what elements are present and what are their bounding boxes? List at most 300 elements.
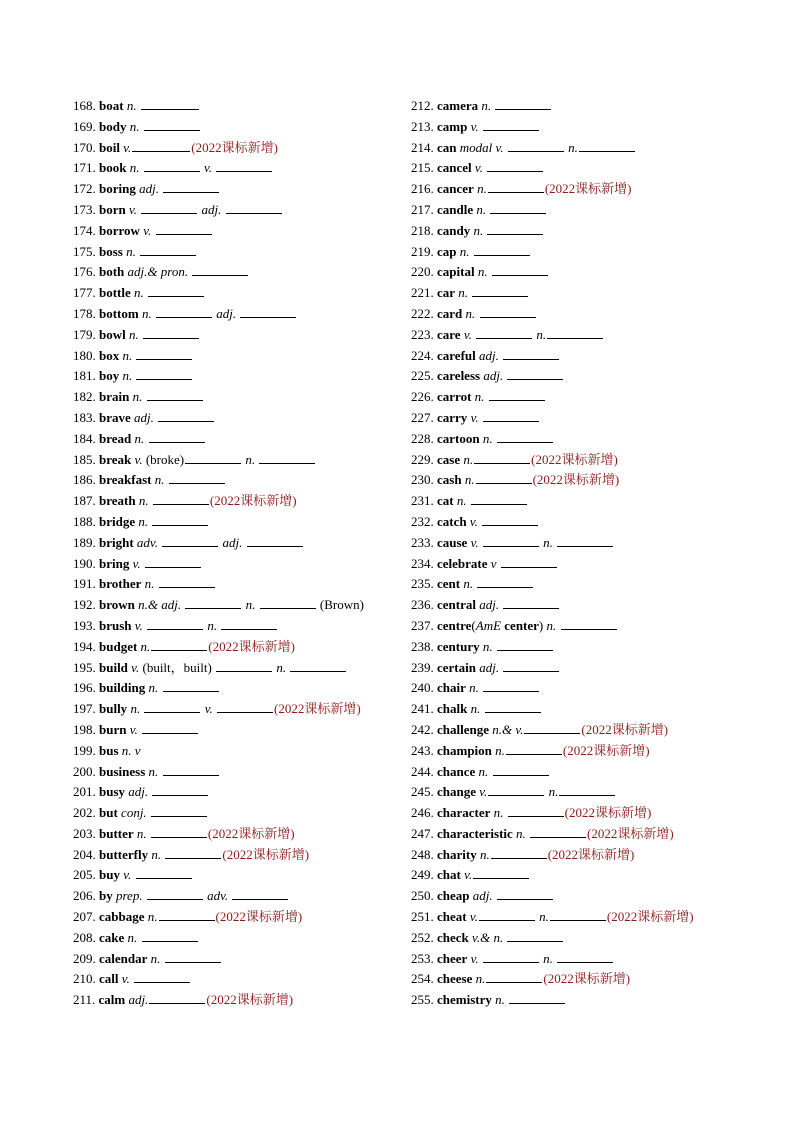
entry-number: 189. bbox=[73, 534, 96, 550]
answer-blank[interactable] bbox=[141, 200, 197, 214]
entry-number: 217. bbox=[411, 201, 434, 217]
part-of-speech: v. bbox=[466, 513, 482, 529]
entry-number: 220. bbox=[411, 264, 434, 280]
entry-number: 219. bbox=[411, 243, 434, 259]
entry-number: 201. bbox=[73, 784, 96, 800]
headword: chemistry bbox=[437, 992, 492, 1008]
headword: camp bbox=[437, 118, 468, 134]
entry-number: 248. bbox=[411, 846, 434, 862]
entry-number: 216. bbox=[411, 181, 434, 197]
entry-number: 213. bbox=[411, 118, 434, 134]
vocab-entry bbox=[411, 865, 781, 886]
answer-blank[interactable] bbox=[163, 762, 219, 776]
part-of-speech: conj. bbox=[117, 805, 150, 821]
part-of-speech: v. bbox=[476, 784, 488, 800]
vocab-entry bbox=[411, 262, 781, 283]
answer-blank[interactable] bbox=[476, 470, 532, 484]
entry-number: 168. bbox=[73, 98, 96, 113]
part-of-speech: adj. bbox=[469, 888, 496, 904]
vocab-entry bbox=[73, 408, 403, 429]
answer-blank[interactable] bbox=[503, 346, 559, 360]
vocab-entry bbox=[411, 179, 781, 200]
answer-blank[interactable] bbox=[221, 616, 277, 630]
headword: bully bbox=[99, 701, 128, 717]
answer-blank[interactable] bbox=[487, 158, 543, 172]
headword: bread bbox=[99, 430, 132, 446]
entry-number: 191. bbox=[73, 576, 96, 592]
entry-number: 200. bbox=[73, 763, 96, 779]
answer-blank[interactable] bbox=[147, 886, 203, 900]
headword: chair bbox=[437, 680, 466, 696]
vocab-entry bbox=[73, 491, 403, 512]
curriculum-note: (2022课标新增) bbox=[544, 181, 632, 197]
vocab-entry bbox=[411, 242, 781, 263]
headword: break bbox=[99, 451, 132, 467]
answer-blank[interactable] bbox=[472, 283, 528, 297]
headword: cat bbox=[437, 493, 454, 509]
answer-blank[interactable] bbox=[503, 658, 559, 672]
curriculum-note: (2022课标新增) bbox=[209, 493, 297, 509]
entry-number: 169. bbox=[73, 118, 96, 134]
headword: capital bbox=[437, 264, 475, 280]
headword: brown bbox=[99, 597, 135, 613]
answer-blank[interactable] bbox=[147, 616, 203, 630]
entry-number: 176. bbox=[73, 264, 96, 280]
answer-blank[interactable] bbox=[473, 865, 529, 879]
headword: camera bbox=[437, 98, 479, 113]
answer-blank[interactable] bbox=[152, 782, 208, 796]
vocab-entry bbox=[411, 512, 781, 533]
answer-blank[interactable] bbox=[491, 845, 547, 859]
answer-blank[interactable] bbox=[483, 117, 539, 131]
headword: celebrate bbox=[437, 555, 488, 571]
answer-blank[interactable] bbox=[144, 699, 200, 713]
vocab-entry bbox=[411, 845, 781, 866]
answer-blank[interactable] bbox=[156, 304, 212, 318]
part-of-speech: v. bbox=[131, 617, 147, 633]
entry-number: 204. bbox=[73, 846, 96, 862]
answer-blank[interactable] bbox=[492, 262, 548, 276]
answer-blank[interactable] bbox=[159, 574, 215, 588]
headword: book bbox=[99, 160, 127, 176]
answer-blank[interactable] bbox=[495, 96, 551, 110]
answer-blank[interactable] bbox=[559, 782, 615, 796]
vocab-column-right bbox=[411, 96, 781, 1011]
answer-blank[interactable] bbox=[483, 678, 539, 692]
answer-blank[interactable] bbox=[490, 200, 546, 214]
part-of-speech: n. bbox=[141, 576, 158, 592]
part-of-speech: v.& n. bbox=[468, 929, 507, 945]
answer-blank[interactable] bbox=[216, 658, 272, 672]
headword: centre bbox=[437, 617, 472, 633]
answer-blank[interactable] bbox=[482, 512, 538, 526]
answer-blank[interactable] bbox=[232, 886, 288, 900]
vocab-entry bbox=[411, 221, 781, 242]
answer-blank[interactable] bbox=[132, 138, 190, 152]
headword: cartoon bbox=[437, 430, 480, 446]
curriculum-note: (2022课标新增) bbox=[208, 638, 295, 654]
vocab-entry bbox=[73, 117, 403, 138]
curriculum-note: (2022课标新增) bbox=[562, 742, 650, 758]
curriculum-note: (2022课标新增) bbox=[543, 971, 631, 987]
answer-blank[interactable] bbox=[506, 741, 562, 755]
answer-blank[interactable] bbox=[163, 678, 219, 692]
headword: bridge bbox=[99, 513, 136, 529]
part-of-speech: adj.& pron. bbox=[124, 264, 192, 280]
headword: calm bbox=[98, 992, 126, 1008]
part-of-speech: adj. bbox=[125, 784, 152, 800]
vocab-entry bbox=[411, 824, 781, 845]
part-of-speech: n. bbox=[475, 763, 492, 779]
entry-number: 174. bbox=[73, 222, 96, 238]
part-of-speech: n. bbox=[131, 430, 148, 446]
answer-blank[interactable] bbox=[136, 865, 192, 879]
answer-blank[interactable] bbox=[497, 886, 553, 900]
part-of-speech: adj. bbox=[219, 534, 246, 550]
entry-number: 184. bbox=[73, 430, 96, 446]
answer-blank[interactable] bbox=[474, 450, 530, 464]
answer-blank[interactable] bbox=[507, 366, 563, 380]
answer-blank[interactable] bbox=[136, 366, 192, 380]
part-of-speech: n. bbox=[129, 389, 146, 405]
answer-blank[interactable] bbox=[480, 304, 536, 318]
answer-blank[interactable] bbox=[487, 221, 543, 235]
answer-blank[interactable] bbox=[247, 533, 303, 547]
answer-blank[interactable] bbox=[547, 325, 603, 339]
answer-blank[interactable] bbox=[156, 221, 212, 235]
answer-blank[interactable] bbox=[561, 616, 617, 630]
entry-extra-text: (built，built) bbox=[142, 659, 216, 675]
part-of-speech: adj. bbox=[475, 659, 503, 675]
curriculum-note: (2022课标新增) bbox=[191, 139, 278, 155]
vocab-entry bbox=[73, 678, 403, 699]
headword: bring bbox=[99, 555, 130, 571]
answer-blank[interactable] bbox=[151, 824, 207, 838]
curriculum-note: (2022课标新增) bbox=[206, 992, 294, 1008]
headword: car bbox=[437, 285, 456, 301]
vocab-entry bbox=[73, 200, 403, 221]
answer-blank[interactable] bbox=[169, 470, 225, 484]
entry-number: 190. bbox=[73, 555, 96, 571]
entry-number: 250. bbox=[411, 888, 434, 904]
part-of-speech: n. bbox=[145, 763, 162, 779]
headword: bottle bbox=[99, 285, 131, 301]
part-of-speech: n. bbox=[453, 493, 470, 509]
vocab-entry bbox=[73, 387, 403, 408]
answer-blank[interactable] bbox=[240, 304, 296, 318]
answer-blank[interactable] bbox=[483, 949, 539, 963]
entry-number: 236. bbox=[411, 597, 434, 613]
entry-number: 255. bbox=[411, 992, 434, 1008]
part-of-speech: adj. bbox=[475, 347, 503, 363]
vocab-entry bbox=[73, 574, 403, 595]
answer-blank[interactable] bbox=[142, 928, 198, 942]
answer-blank[interactable] bbox=[159, 907, 215, 921]
vocab-entry bbox=[73, 699, 403, 720]
entry-number: 170. bbox=[73, 139, 96, 155]
entry-number: 207. bbox=[73, 909, 96, 925]
part-of-speech: n. bbox=[242, 451, 259, 467]
answer-blank[interactable] bbox=[488, 179, 544, 193]
vocab-entry bbox=[73, 429, 403, 450]
vocab-entry bbox=[411, 616, 781, 637]
entry-number: 239. bbox=[411, 659, 434, 675]
vocab-entry bbox=[411, 762, 781, 783]
answer-blank[interactable] bbox=[217, 699, 273, 713]
entry-number: 224. bbox=[411, 347, 434, 363]
entry-number: 233. bbox=[411, 534, 434, 550]
answer-blank[interactable] bbox=[153, 491, 209, 505]
part-of-speech: v. bbox=[201, 701, 216, 717]
curriculum-note: (2022课标新增) bbox=[222, 846, 310, 862]
headword: brother bbox=[99, 576, 142, 592]
part-of-speech: adj. bbox=[212, 305, 240, 321]
part-of-speech: n. bbox=[470, 222, 487, 238]
part-of-speech: n. bbox=[539, 534, 557, 550]
answer-blank[interactable] bbox=[557, 949, 613, 963]
vocab-entry bbox=[73, 554, 403, 575]
headword: by bbox=[99, 888, 113, 904]
answer-blank[interactable] bbox=[486, 969, 542, 983]
answer-blank[interactable] bbox=[151, 803, 207, 817]
headword: buy bbox=[99, 867, 120, 883]
headword: boss bbox=[99, 243, 123, 259]
headword: business bbox=[99, 763, 146, 779]
answer-blank[interactable] bbox=[165, 845, 221, 859]
answer-blank[interactable] bbox=[493, 762, 549, 776]
headword: boat bbox=[99, 98, 124, 113]
entry-number: 246. bbox=[411, 805, 434, 821]
vocab-entry bbox=[73, 138, 403, 159]
part-of-speech: n. bbox=[151, 472, 168, 488]
answer-blank[interactable] bbox=[477, 574, 533, 588]
entry-extra-text: ( bbox=[471, 617, 476, 633]
entry-number: 205. bbox=[73, 867, 96, 883]
entry-number: 245. bbox=[411, 784, 434, 800]
part-of-speech: v. bbox=[200, 160, 216, 176]
answer-blank[interactable] bbox=[149, 990, 205, 1004]
entry-number: 211. bbox=[73, 992, 96, 1008]
part-of-speech: modal v. bbox=[456, 139, 507, 155]
headword: card bbox=[437, 305, 463, 321]
vocab-entry bbox=[411, 741, 781, 762]
entry-number: 241. bbox=[411, 701, 434, 717]
headword: budget bbox=[99, 638, 138, 654]
headword: borrow bbox=[99, 222, 140, 238]
part-of-speech: v. bbox=[125, 201, 141, 217]
entry-number: 227. bbox=[411, 409, 434, 425]
entry-number: 244. bbox=[411, 763, 434, 779]
entry-number: 254. bbox=[411, 971, 434, 987]
answer-blank[interactable] bbox=[483, 533, 539, 547]
part-of-speech: n. bbox=[130, 285, 148, 301]
answer-blank[interactable] bbox=[260, 595, 316, 609]
answer-blank[interactable] bbox=[141, 96, 199, 110]
part-of-speech: n. bbox=[545, 784, 559, 800]
entry-number: 173. bbox=[73, 201, 96, 217]
headword: central bbox=[437, 597, 476, 613]
entry-number: 208. bbox=[73, 929, 96, 945]
headword: cheat bbox=[437, 909, 467, 925]
part-of-speech: v. bbox=[129, 555, 144, 571]
entry-number: 194. bbox=[73, 638, 96, 654]
part-of-speech: v. bbox=[460, 867, 473, 883]
vocab-entry bbox=[73, 595, 403, 616]
vocab-entry bbox=[73, 720, 403, 741]
answer-blank[interactable] bbox=[509, 990, 565, 1004]
answer-blank[interactable] bbox=[530, 824, 586, 838]
headword: carrot bbox=[437, 389, 472, 405]
answer-blank[interactable] bbox=[488, 782, 544, 796]
vocab-entry bbox=[411, 699, 781, 720]
answer-blank[interactable] bbox=[165, 949, 221, 963]
part-of-speech: n. bbox=[467, 701, 484, 717]
part-of-speech: n. bbox=[456, 243, 473, 259]
answer-blank[interactable] bbox=[497, 637, 553, 651]
curriculum-note: (2022课标新增) bbox=[587, 825, 674, 841]
headword: center bbox=[501, 617, 539, 633]
vocab-entry bbox=[411, 387, 781, 408]
entry-number: 181. bbox=[73, 368, 96, 384]
answer-blank[interactable] bbox=[162, 533, 218, 547]
vocab-entry bbox=[411, 533, 781, 554]
headword: cheap bbox=[437, 888, 470, 904]
headword: breath bbox=[99, 493, 136, 509]
entry-number: 228. bbox=[411, 430, 434, 446]
vocab-entry bbox=[411, 429, 781, 450]
answer-blank[interactable] bbox=[142, 720, 198, 734]
headword: catch bbox=[437, 513, 467, 529]
entry-number: 202. bbox=[73, 805, 96, 821]
answer-blank[interactable] bbox=[192, 262, 248, 276]
answer-blank[interactable] bbox=[147, 387, 203, 401]
answer-blank[interactable] bbox=[501, 554, 557, 568]
answer-blank[interactable] bbox=[185, 595, 241, 609]
vocab-entry bbox=[411, 720, 781, 741]
part-of-speech: adv. bbox=[203, 888, 232, 904]
answer-blank[interactable] bbox=[483, 408, 539, 422]
entry-number: 232. bbox=[411, 513, 434, 529]
part-of-speech: adj. bbox=[480, 368, 507, 384]
part-of-speech: n. bbox=[465, 680, 483, 696]
vocab-entry bbox=[73, 658, 403, 679]
part-of-speech: n. bbox=[135, 513, 152, 529]
answer-blank[interactable] bbox=[489, 387, 545, 401]
headword: butterfly bbox=[99, 846, 149, 862]
part-of-speech: n. bbox=[491, 742, 505, 758]
answer-blank[interactable] bbox=[144, 158, 200, 172]
answer-blank[interactable] bbox=[479, 907, 535, 921]
entry-number: 172. bbox=[73, 181, 96, 197]
entry-number: 222. bbox=[411, 305, 434, 321]
vocab-entry bbox=[73, 179, 403, 200]
answer-blank[interactable] bbox=[259, 450, 315, 464]
answer-blank[interactable] bbox=[524, 720, 580, 734]
entry-extra-text: (broke) bbox=[145, 451, 185, 467]
answer-blank[interactable] bbox=[476, 325, 532, 339]
answer-blank[interactable] bbox=[557, 533, 613, 547]
answer-blank[interactable] bbox=[148, 283, 204, 297]
vocab-entry bbox=[411, 782, 781, 803]
answer-blank[interactable] bbox=[579, 138, 635, 152]
vocab-entry bbox=[411, 138, 781, 159]
part-of-speech: n. bbox=[123, 98, 140, 113]
headword: chalk bbox=[437, 701, 468, 717]
part-of-speech: v. bbox=[460, 326, 476, 342]
answer-blank[interactable] bbox=[485, 699, 541, 713]
vocab-entry bbox=[411, 96, 781, 117]
answer-blank[interactable] bbox=[134, 969, 190, 983]
headword: call bbox=[99, 971, 119, 987]
part-of-speech: n. bbox=[479, 430, 496, 446]
answer-blank[interactable] bbox=[136, 346, 192, 360]
part-of-speech: n. bbox=[148, 846, 165, 862]
entry-number: 178. bbox=[73, 305, 96, 321]
part-of-speech: n. bbox=[490, 805, 507, 821]
answer-blank[interactable] bbox=[152, 512, 208, 526]
answer-blank[interactable] bbox=[508, 803, 564, 817]
entry-number: 187. bbox=[73, 493, 96, 509]
entry-number: 195. bbox=[73, 659, 96, 675]
answer-blank[interactable] bbox=[185, 450, 241, 464]
part-of-speech: n. bbox=[473, 201, 490, 217]
entry-number: 175. bbox=[73, 243, 96, 259]
part-of-speech: n. bbox=[133, 825, 150, 841]
part-of-speech: n. bbox=[478, 98, 495, 113]
answer-blank[interactable] bbox=[163, 179, 219, 193]
answer-blank[interactable] bbox=[143, 325, 199, 339]
entry-extra-text: ) bbox=[538, 617, 544, 633]
answer-blank[interactable] bbox=[158, 408, 214, 422]
curriculum-note: (2022课标新增) bbox=[207, 825, 295, 841]
part-of-speech: n. bbox=[124, 929, 141, 945]
headword: chance bbox=[437, 763, 476, 779]
part-of-speech: v. bbox=[467, 534, 482, 550]
curriculum-note: (2022课标新增) bbox=[581, 721, 669, 737]
answer-blank[interactable] bbox=[149, 429, 205, 443]
headword: cheese bbox=[437, 971, 473, 987]
entry-number: 183. bbox=[73, 409, 96, 425]
answer-blank[interactable] bbox=[503, 595, 559, 609]
answer-blank[interactable] bbox=[145, 554, 201, 568]
answer-blank[interactable] bbox=[216, 158, 272, 172]
headword: character bbox=[437, 805, 491, 821]
answer-blank[interactable] bbox=[290, 658, 346, 672]
answer-blank[interactable] bbox=[144, 117, 200, 131]
part-of-speech: n. bbox=[144, 909, 158, 925]
answer-blank[interactable] bbox=[497, 429, 553, 443]
answer-blank[interactable] bbox=[550, 907, 606, 921]
answer-blank[interactable] bbox=[508, 138, 564, 152]
part-of-speech: n. bbox=[137, 638, 151, 654]
headword: change bbox=[437, 784, 476, 800]
entry-number: 240. bbox=[411, 680, 434, 696]
part-of-speech: n. bbox=[119, 347, 136, 363]
part-of-speech: n. bbox=[535, 909, 549, 925]
answer-blank[interactable] bbox=[151, 637, 207, 651]
part-of-speech: v. bbox=[466, 909, 478, 925]
vocab-entry bbox=[411, 595, 781, 616]
headword: charity bbox=[437, 846, 477, 862]
vocab-entry bbox=[411, 928, 781, 949]
answer-blank[interactable] bbox=[226, 200, 282, 214]
vocab-entry bbox=[73, 865, 403, 886]
answer-blank[interactable] bbox=[140, 242, 196, 256]
answer-blank[interactable] bbox=[471, 491, 527, 505]
vocab-entry bbox=[73, 512, 403, 533]
answer-blank[interactable] bbox=[507, 928, 563, 942]
answer-blank[interactable] bbox=[474, 242, 530, 256]
